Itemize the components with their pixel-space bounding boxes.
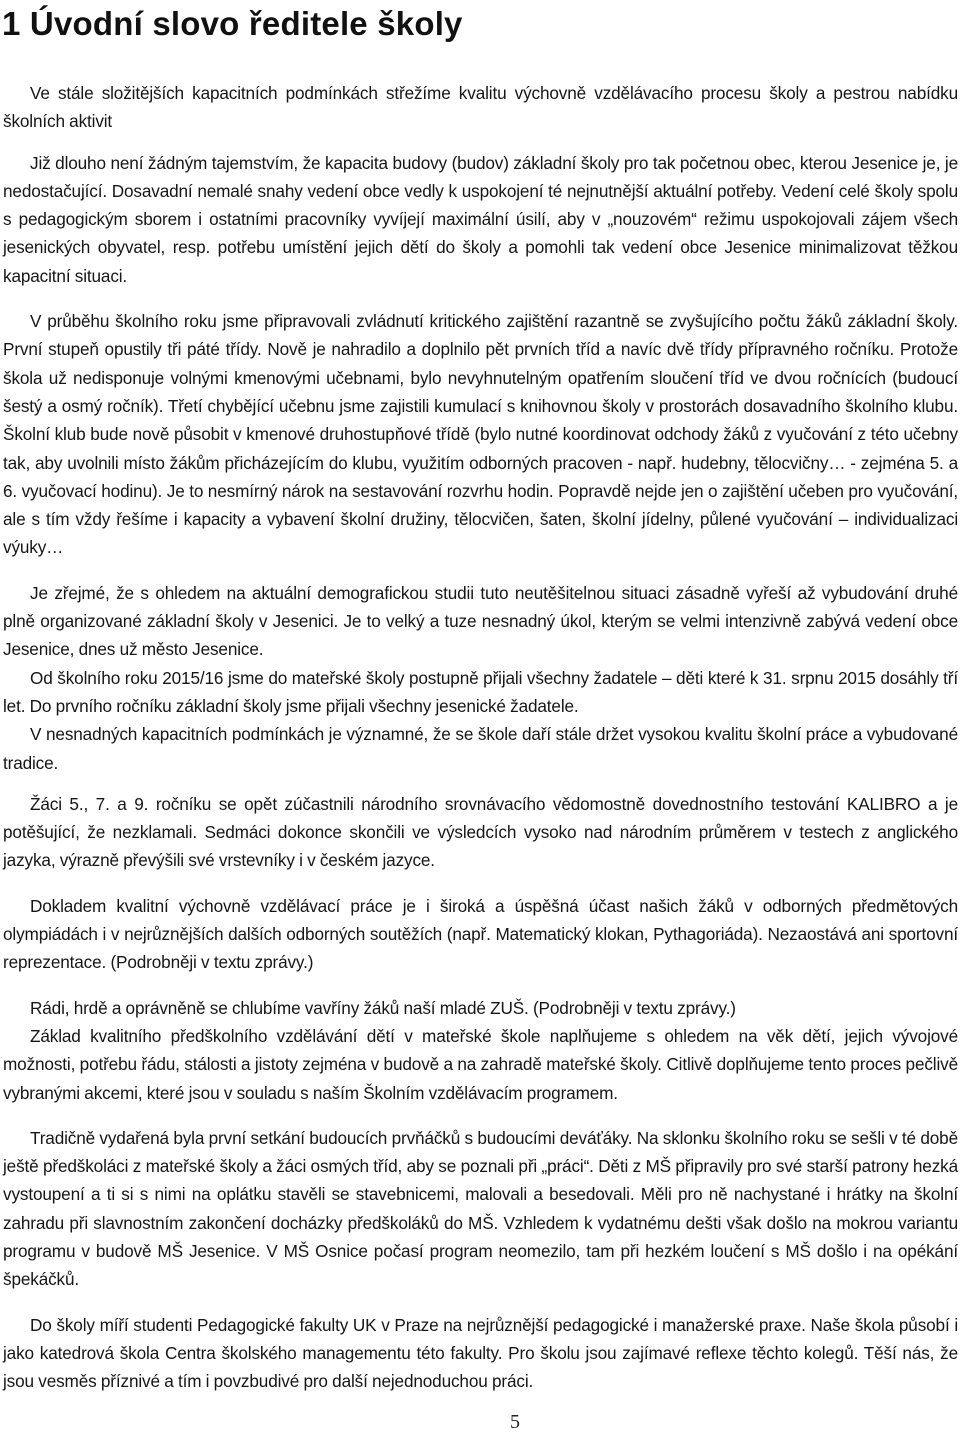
paragraph-first-graders: Tradičně vydařená byla první setkání budoucích prvňáčků s budoucími deváťáky. Na sklonku školního roku se sešli v té době ještě předškoláci z mateřské školy a žáci osmých tříd, aby se poznali při „práci“. Děti z MŠ připravily pro své starší patrony hezká vystoupení a ti si s nimi na oplátku stavěli se stavebnicemi, malovali a besedovali. Měli pro ně nachystané i hrátky na školní zahradu při slavnostním zakončení docházky předškoláků do MŠ. Vzhledem k vydatnému dešti však došlo na mokrou variantu programu v budově MŠ Jesenice. V MŠ Osnice počasí program neomezilo, tam při hezkém loučení s MŠ došlo i na opékání špekáčků. bbox=[3, 1127, 958, 1290]
paragraph-school-year: V průběhu školního roku jsme připravovali zvládnutí kritického zajištění razantně se zvyšujícího počtu žáků základní školy. První stupeň opustily tři páté třídy. Nově je nahradilo a doplnilo pět prvních tříd a navíc dvě třídy přípravného ročníku. Protože škola už nedisponuje volnými kmenovými učebnami, bylo nevyhnutelným opatřením sloučení tříd ve dvou ročnících (budoucí šestý a osmý ročník). Třetí chybějící učebnu jsme zajistili kumulací s knihovnou školy v prostorách dosavadního školního klubu. Školní klub bude nově působit v kmenové druhostupňové třídě (bylo nutné koordinovat odchody žáků z vyučování z této učebny tak, aby uvolnili místo žákům přicházejícím do klubu, využitím odborných pracoven - např. hudebny, tělocvičny… - zejména 5. a 6. vyučovací hodinu). Je to nesmírný nárok na sestavování rozvrhu hodin. Popravdě nejde jen o zajištění učeben pro vyučování, ale s tím vždy řešíme i kapacity a vybavení školní družiny, tělocvičen, šaten, školní jídelny, půlené vyučování – individualizaci výuky… bbox=[3, 311, 958, 558]
paragraph-students-practice: Do školy míří studenti Pedagogické fakulty UK v Praze na nejrůznější pedagogické i manažerské praxe. Naše škola působí i jako katedrová škola Centra školského managementu této fakulty. Pro školu jsou zajímavé reflexe těchto kolegů. Těší nás, že jsou vesměs příznivé a tím i povzbudivé pro další nejednoduchou práci. bbox=[3, 1314, 958, 1392]
paragraph-preschool: Základ kvalitního předškolního vzdělávání dětí v mateřské škole naplňujeme s ohledem na věk dětí, jejich vývojové možnosti, potřebu řádu, stálosti a jistoty zejména v budově a na zahradě mateřské školy. Citlivě doplňujeme tento proces pečlivě vybranými akcemi, které jsou v souladu s naším Školním vzdělávacím programem. bbox=[3, 1025, 958, 1103]
page-number: 5 bbox=[510, 1411, 520, 1433]
paragraph-capacity: Již dlouho není žádným tajemstvím, že kapacita budovy (budov) základní školy pro tak početnou obec, kterou Jesenice je, je nedostačující. Dosavadní nemalé snahy vedení obce vedly k uspokojení té nejnutnější aktuální potřeby. Vedení celé školy spolu s pedagogickým sborem i ostatními pracovníky vyvíjejí maximální úsilí, aby v „nouzovém“ režimu uspokojovali zájem všech jesenických obyvatel, resp. potřebu umístění jejich dětí do školy a pomohli tak vedení obce Jesenice minimalizovat těžkou kapacitní situaci. bbox=[3, 152, 958, 286]
paragraph-olympiads: Dokladem kvalitní výchovně vzdělávací práce je i široká a úspěšná účast našich žáků v odborných předmětových olympiádách i v nejrůznějších dalších odborných soutěžích (např. Matematický klokan, Pythagoriáda). Nezaostává ani sportovní reprezentace. (Podrobněji v textu zprávy.) bbox=[3, 895, 958, 973]
document-body bbox=[3, 79, 958, 1395]
paragraph-zus: Rádi, hrdě a oprávněně se chlubíme vavříny žáků naší mladé ZUŠ. (Podrobněji v textu zprávy.) bbox=[30, 997, 736, 1018]
paragraph-kalibro: Žáci 5., 7. a 9. ročníku se opět zúčastnili národního srovnávacího vědomostně dovednostního testování KALIBRO a je potěšující, že nezklamali. Sedmáci dokonce skončili ve výsledcích vysoko nad národním průměrem v testech z anglického jazyka, výrazně převýšili své vrstevníky i v českém jazyce. bbox=[3, 793, 958, 871]
paragraph-second-school: Je zřejmé, že s ohledem na aktuální demografickou studii tuto neutěšitelnou situaci zásadně vyřeší až vybudování druhé plně organizované základní školy v Jesenici. Je to velký a tuze nesnadný úkol, kterým se velmi intenzivně zabývá vedení obce Jesenice, dnes už město Jesenice. bbox=[3, 582, 958, 660]
chapter-heading: 1 Úvodní slovo ředitele školy bbox=[2, 5, 463, 42]
paragraph-admissions: Od školního roku 2015/16 jsme do mateřské školy postupně přijali všechny žadatele – děti které k 31. srpnu 2015 dosáhly tří let. Do prvního ročníku základní školy jsme přijali všechny jesenické žadatele. bbox=[3, 667, 958, 716]
paragraph-intro: Ve stále složitějších kapacitních podmínkách střežíme kvalitu výchovně vzdělávacího procesu školy a pestrou nabídku školních aktivit bbox=[3, 83, 958, 132]
paragraph-quality: V nesnadných kapacitních podmínkách je významné, že se škole daří stále držet vysokou kvalitu školní práce a vybudované tradice. bbox=[3, 724, 958, 773]
